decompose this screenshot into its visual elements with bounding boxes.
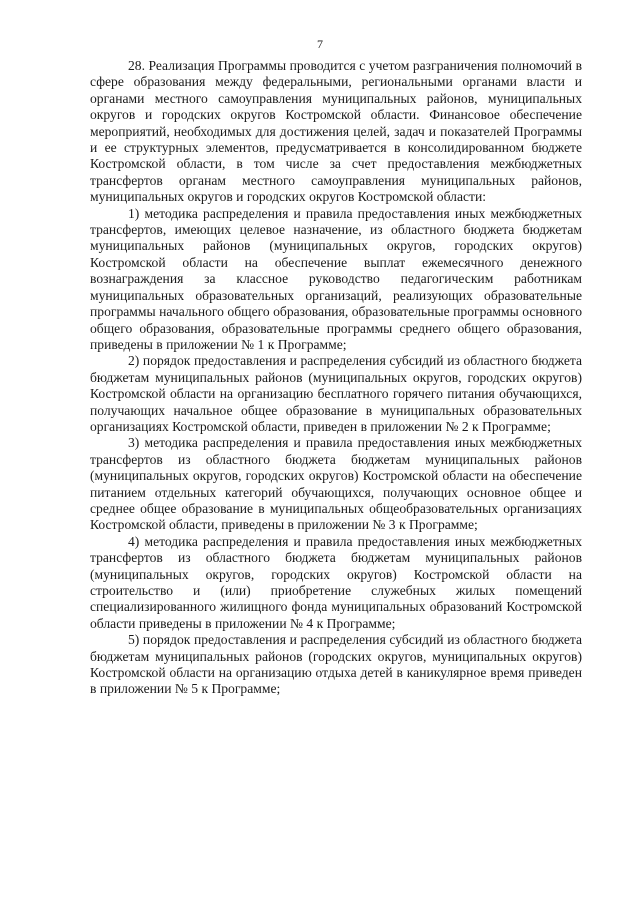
list-item-3: 3) методика распределения и правила предоставления иных межбюджетных трансфертов из областного бюджета бюджетам муниципальных районов (муниципальных округов, городских округов) Костромской области на обеспечение питанием отдельных категорий обучающихся, получающих основное общее и среднее общее образование в муниципальных общеобразовательных организациях Костромской области, приведены в приложении № 3 к Программе; [90,435,582,533]
list-item-5: 5) порядок предоставления и распределения субсидий из областного бюджета бюджетам муниципальных районов (городских округов, муниципальных округов) Костромской области на организацию отдыха детей в каникулярное время приведен в приложении № 5 к Программе; [90,632,582,697]
document-body [90,58,582,698]
list-item-1: 1) методика распределения и правила предоставления иных межбюджетных трансфертов, имеющих целевое назначение, из областного бюджета бюджетам муниципальных районов (муниципальных округов, городских округов) Костромской области на обеспечение выплат ежемесячного денежного вознаграждения за классное руководство педагогическим работникам муниципальных образовательных организаций, реализующих образовательные программы начального общего образования, образовательные программы основного общего образования, образовательные программы среднего общего образования, приведены в приложении № 1 к Программе; [90,205,582,352]
paragraph-item-28: 28. Реализация Программы проводится с учетом разграничения полномочий в сфере образования между федеральными, региональными органами власти и органами местного самоуправления муниципальных районов, муниципальных округов и городских округов Костромской области. Финансовое обеспечение мероприятий, необходимых для достижения целей, задач и показателей Программы и ее структурных элементов, предусматривается в консолидированном бюджете Костромской области, в том числе за счет предоставления межбюджетных трансфертов органам местного самоуправления муниципальных районов, муниципальных округов и городских округов Костромской области: [90,58,582,205]
list-item-2: 2) порядок предоставления и распределения субсидий из областного бюджета бюджетам муниципальных районов (муниципальных округов, городских округов) Костромской области на организацию бесплатного горячего питания обучающихся, получающих начальное общее образование в муниципальных образовательных организациях Костромской области, приведен в приложении № 2 к Программе; [90,353,582,434]
page-number: 7 [317,37,323,51]
list-item-4: 4) методика распределения и правила предоставления иных межбюджетных трансфертов из областного бюджета бюджетам муниципальных районов (муниципальных округов, городских округов) Костромской области на строительство и (или) приобретение служебных жилых помещений специализированного жилищного фонда муниципальных образований Костромской области приведены в приложении № 4 к Программе; [90,533,582,631]
